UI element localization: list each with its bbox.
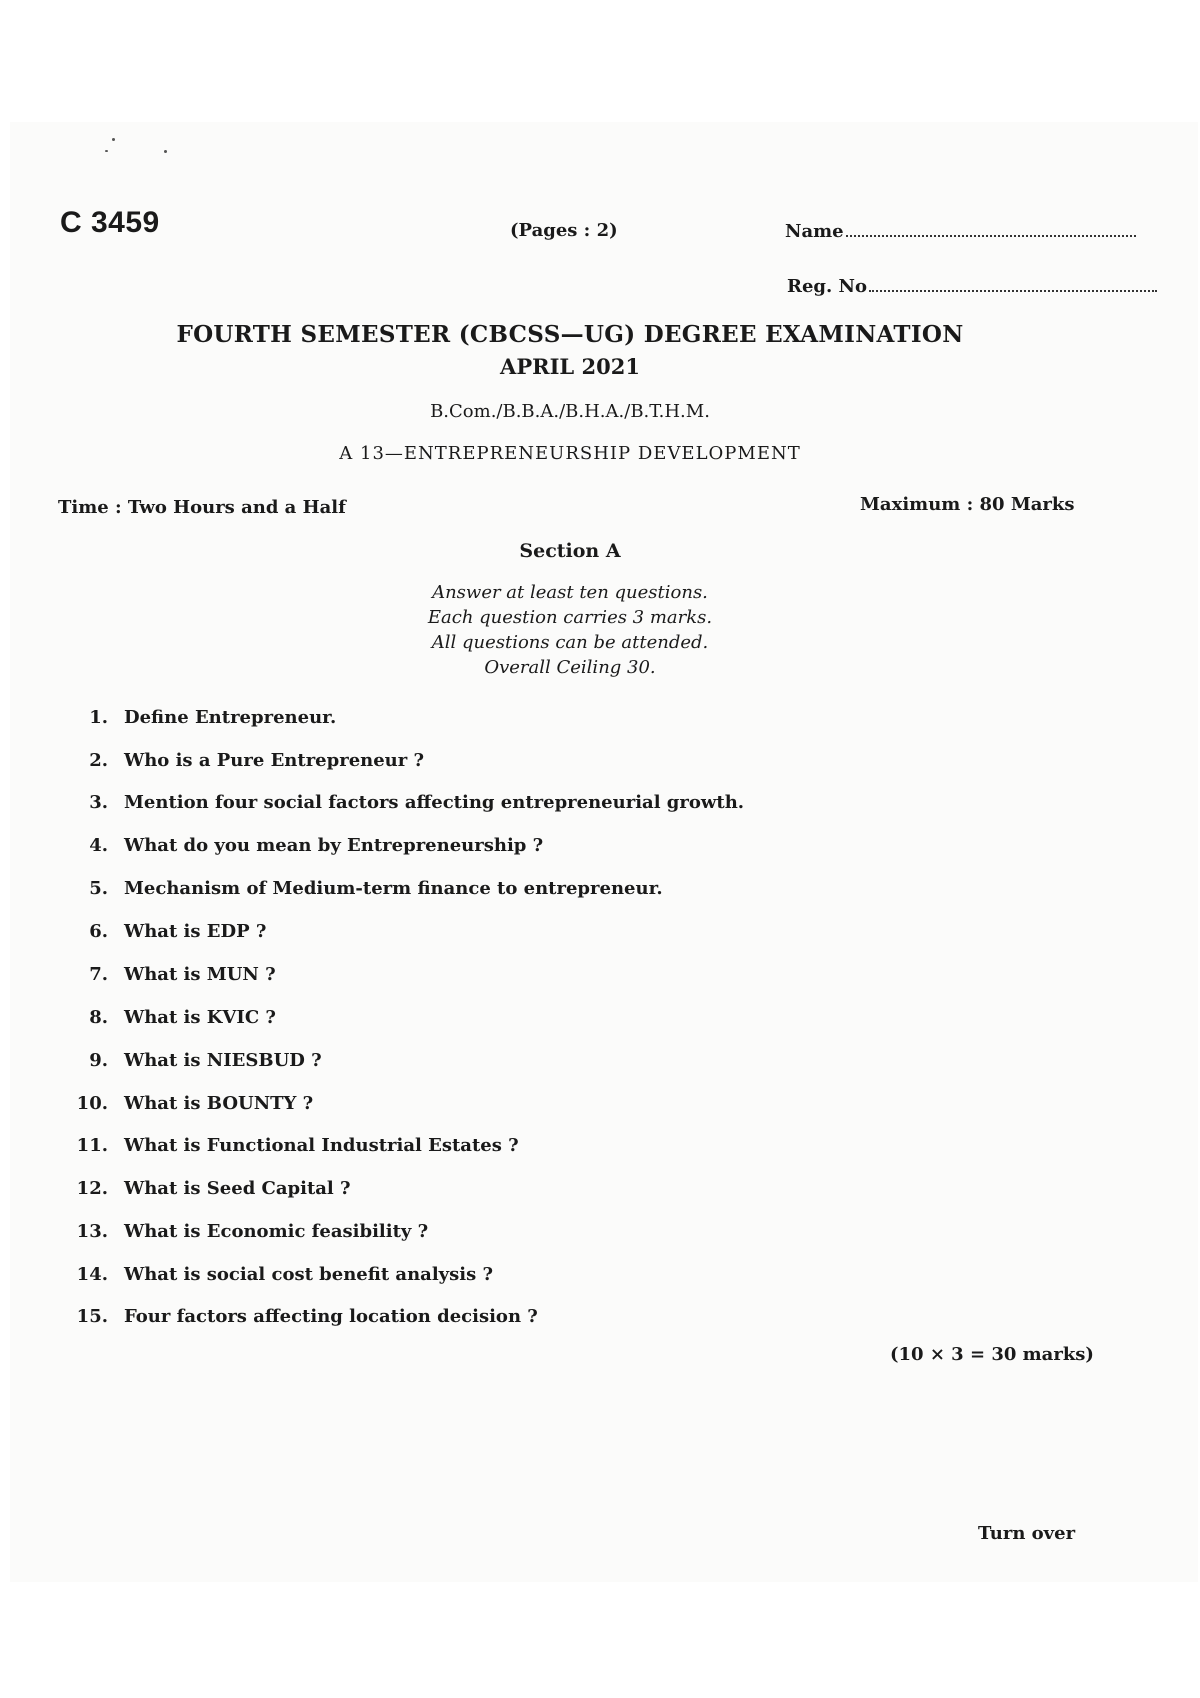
question-number: 2.	[89, 750, 108, 771]
reg-no-label: Reg. No	[787, 276, 867, 297]
question-text: What do you mean by Entrepreneurship ?	[124, 835, 544, 856]
question-item	[60, 1306, 538, 1327]
question-text: What is Functional Industrial Estates ?	[124, 1135, 519, 1156]
question-text: Four factors affecting location decision ?	[124, 1306, 538, 1327]
question-text: What is Seed Capital ?	[124, 1178, 351, 1199]
question-item	[60, 1178, 351, 1199]
question-text: What is NIESBUD ?	[124, 1050, 322, 1071]
page-count: (Pages : 2)	[510, 220, 618, 241]
question-item	[60, 835, 543, 856]
question-text: Mention four social factors affecting entrepreneurial growth.	[124, 792, 745, 813]
question-item	[60, 792, 744, 813]
name-field	[785, 221, 1136, 242]
question-number: 3.	[89, 792, 108, 813]
marks-summary: (10 × 3 = 30 marks)	[890, 1344, 1094, 1365]
question-number: 10.	[76, 1093, 108, 1114]
name-blank-line	[846, 234, 1136, 237]
question-number: 7.	[89, 964, 108, 985]
instruction-line: Answer at least ten questions.	[432, 582, 708, 603]
reg-no-blank-line	[869, 289, 1157, 292]
paper-title: A 13—ENTREPRENEURSHIP DEVELOPMENT	[339, 443, 801, 464]
instruction-line: Each question carries 3 marks.	[427, 607, 713, 628]
instruction-line: Overall Ceiling 30.	[484, 657, 656, 678]
question-number: 14.	[76, 1264, 108, 1285]
question-text: Who is a Pure Entrepreneur ?	[124, 750, 425, 771]
question-text: What is EDP ?	[124, 921, 267, 942]
question-number: 15.	[76, 1306, 108, 1327]
scan-speck	[112, 138, 115, 141]
question-number: 9.	[89, 1050, 108, 1071]
question-paper-code: C 3459	[60, 206, 160, 239]
question-item	[60, 1135, 519, 1156]
question-number: 11.	[76, 1135, 108, 1156]
question-item	[60, 1221, 428, 1242]
question-item	[60, 1050, 322, 1071]
question-item	[60, 921, 266, 942]
question-text: Define Entrepreneur.	[124, 707, 337, 728]
section-instructions	[0, 580, 1140, 680]
question-item	[60, 1264, 493, 1285]
time-allowed: Time : Two Hours and a Half	[58, 497, 346, 518]
question-text: What is BOUNTY ?	[124, 1093, 314, 1114]
question-number: 1.	[89, 707, 108, 728]
question-item	[60, 1007, 276, 1028]
question-number: 6.	[89, 921, 108, 942]
question-item	[60, 878, 663, 899]
name-label: Name	[785, 221, 844, 242]
maximum-marks: Maximum : 80 Marks	[860, 494, 1075, 515]
question-item	[60, 1093, 313, 1114]
reg-no-field	[787, 276, 1157, 297]
question-item	[60, 964, 276, 985]
question-number: 12.	[76, 1178, 108, 1199]
instruction-line: All questions can be attended.	[431, 632, 709, 653]
scan-speck	[105, 150, 108, 152]
question-number: 4.	[89, 835, 108, 856]
question-text: Mechanism of Medium-term finance to entrepreneur.	[124, 878, 663, 899]
question-text: What is social cost benefit analysis ?	[124, 1264, 494, 1285]
exam-month: APRIL 2021	[500, 354, 640, 379]
section-heading: Section A	[519, 540, 621, 562]
question-text: What is KVIC ?	[124, 1007, 276, 1028]
turn-over-note: Turn over	[978, 1523, 1076, 1544]
question-number: 5.	[89, 878, 108, 899]
question-number: 8.	[89, 1007, 108, 1028]
question-number: 13.	[76, 1221, 108, 1242]
question-text: What is Economic feasibility ?	[124, 1221, 429, 1242]
scan-speck	[164, 150, 167, 153]
question-item	[60, 707, 336, 728]
exam-title: FOURTH SEMESTER (CBCSS—UG) DEGREE EXAMINATION	[176, 321, 964, 348]
question-text: What is MUN ?	[124, 964, 276, 985]
question-item	[60, 750, 424, 771]
course-list: B.Com./B.B.A./B.H.A./B.T.H.M.	[430, 401, 710, 422]
